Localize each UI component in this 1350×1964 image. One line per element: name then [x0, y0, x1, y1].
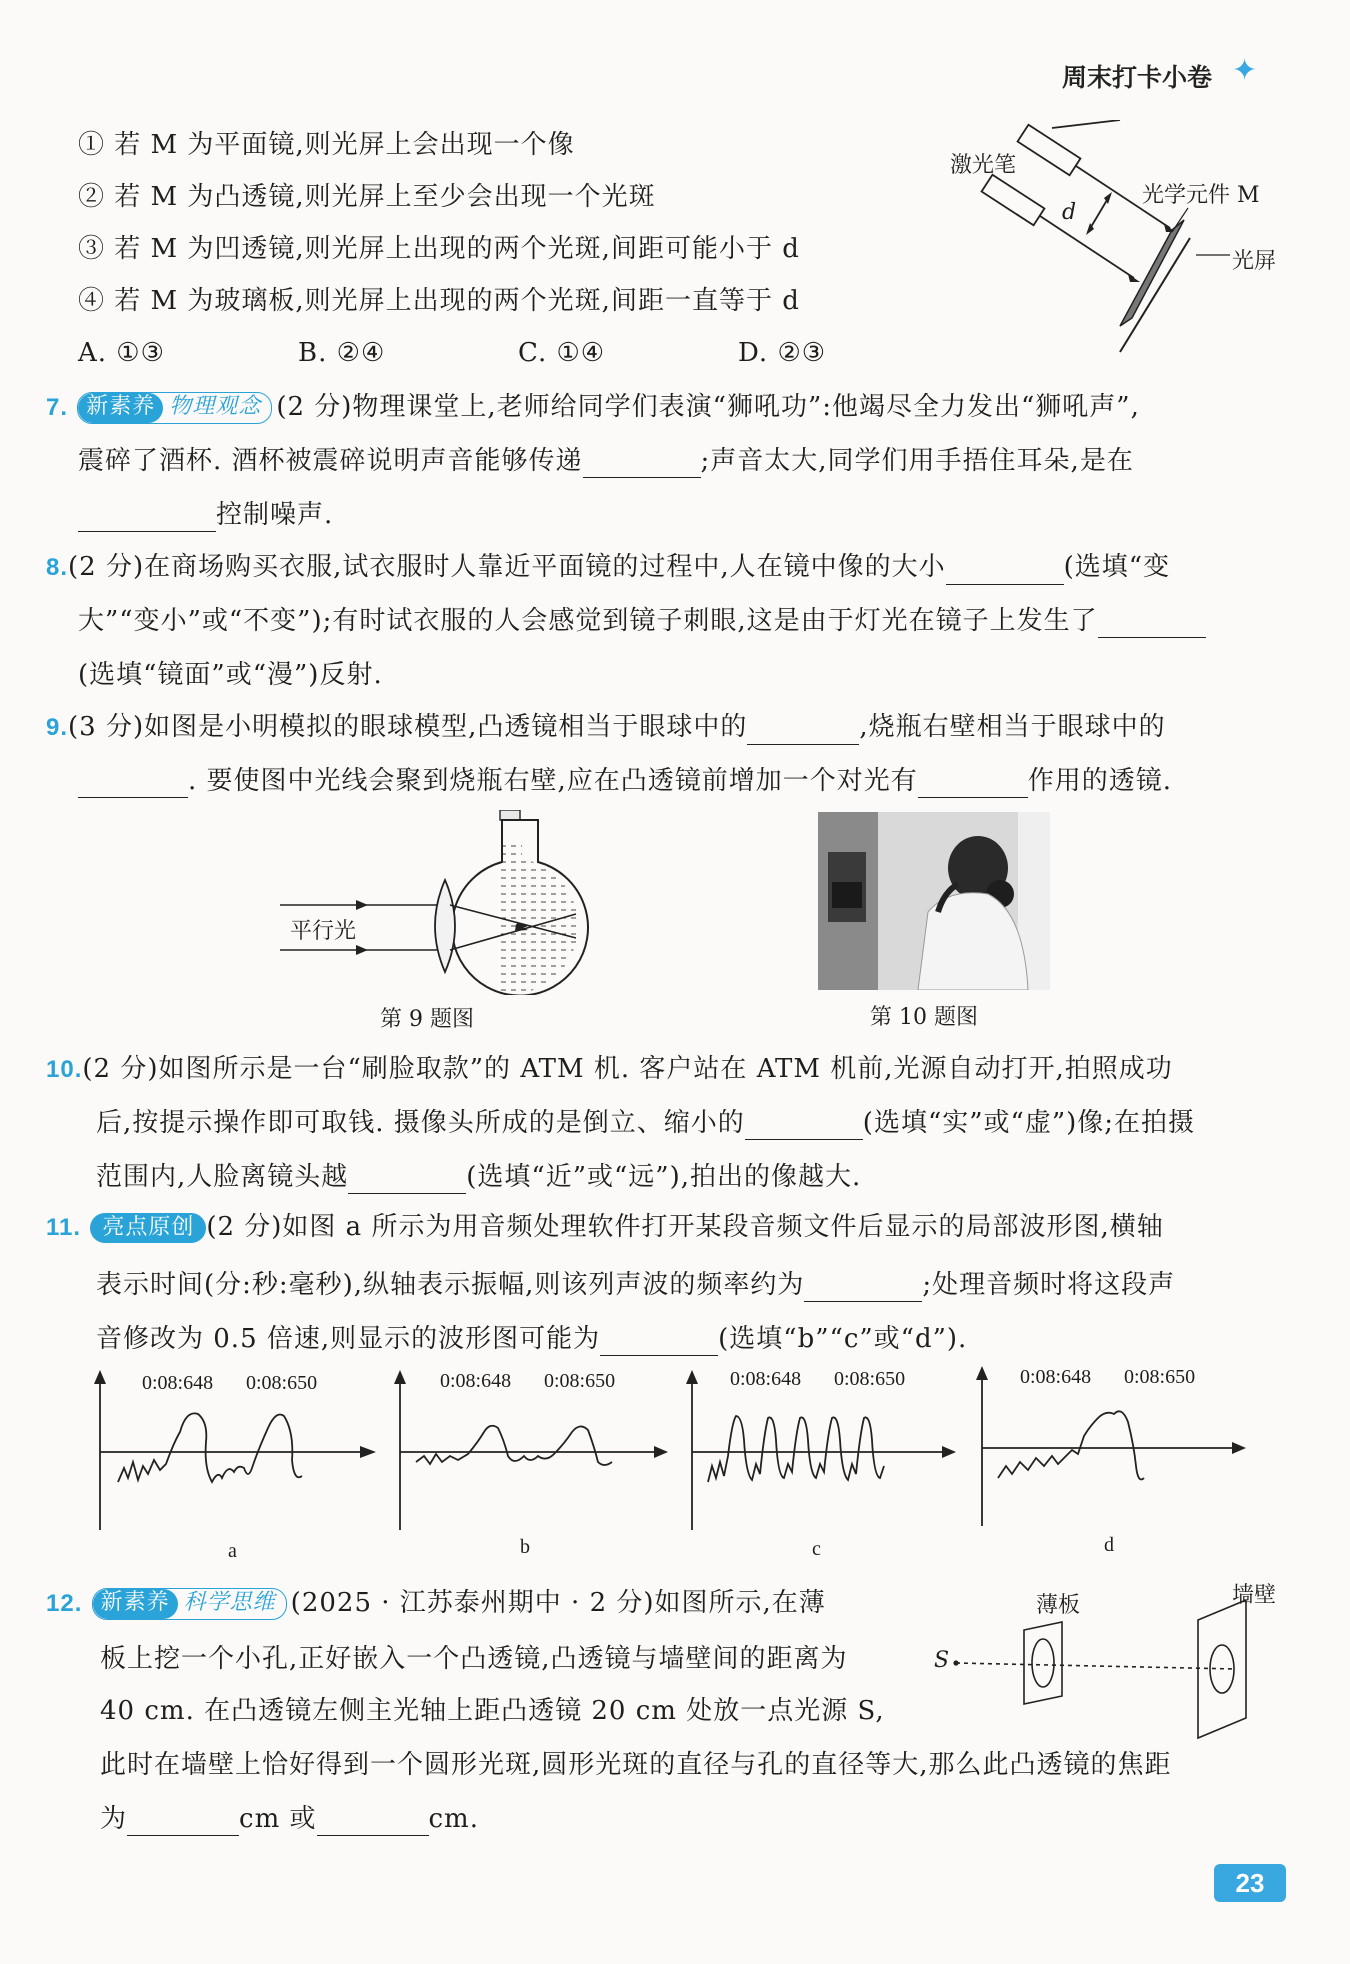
distance-d-label: d: [1062, 200, 1077, 225]
figure-10-caption: 第 10 题图: [870, 1005, 978, 1030]
q6-option-4: ④ 若 M 为玻璃板,则光屏上出现的两个光斑,间距一直等于 d: [78, 286, 800, 316]
answer-blank[interactable]: [348, 1167, 466, 1194]
board-label: 薄板: [1036, 1593, 1081, 1618]
question-7-line-3: 控制噪声.: [78, 498, 333, 532]
wave-c-time-1: 0:08:648: [730, 1368, 802, 1390]
new-literacy-tag: 新素养 科学思维: [92, 1588, 287, 1620]
wall-label: 墙壁: [1232, 1583, 1277, 1608]
choice-c[interactable]: C. ①④: [518, 338, 606, 368]
answer-blank[interactable]: [317, 1809, 429, 1836]
answer-blank[interactable]: [600, 1329, 718, 1356]
question-number: 10.: [46, 1056, 83, 1083]
new-literacy-tag: 新素养 物理观念: [77, 392, 272, 424]
answer-blank[interactable]: [78, 771, 188, 798]
question-10-line-2: 后,按提示操作即可取钱. 摄像头所成的是倒立、缩小的 (选填“实”或“虚”)像;在拍摄: [96, 1108, 1196, 1138]
answer-blank[interactable]: [804, 1275, 922, 1302]
q6-option-2: ② 若 M 为凸透镜,则光屏上至少会出现一个光斑: [78, 182, 656, 212]
question-12-line-1: 12. 新素养 科学思维 (2025 · 江苏泰州期中 · 2 分)如图所示,在薄: [46, 1588, 826, 1618]
answer-blank[interactable]: [78, 505, 216, 532]
question-7-line-2: 震碎了酒杯. 酒杯被震碎说明声音能够传递 ;声音太大,同学们用手捂住耳朵,是在: [78, 446, 1134, 476]
question-8-line-2: 大”“变小”或“不变”);有时试衣服的人会感觉到镜子刺眼,这是由于灯光在镜子上发生了: [78, 604, 1206, 638]
wave-a-time-2: 0:08:650: [246, 1372, 318, 1394]
waveform-d: [958, 1366, 1248, 1536]
header-title: 周末打卡小卷: [1062, 63, 1213, 92]
waveform-c: [668, 1370, 958, 1540]
answer-blank[interactable]: [745, 1113, 863, 1140]
page-number: 23: [1214, 1864, 1286, 1902]
screen-label: 光屏: [1232, 249, 1277, 274]
optical-element-label: 光学元件 M: [1142, 183, 1260, 208]
question-12-line-2: 板上挖一个小孔,正好嵌入一个凸透镜,凸透镜与墙壁间的距离为: [100, 1644, 848, 1674]
question-number: 11.: [46, 1214, 82, 1241]
answer-blank[interactable]: [127, 1809, 239, 1836]
question-number: 8.: [46, 554, 69, 581]
figure-9-caption: 第 9 题图: [380, 1007, 474, 1032]
laser-pen-label: 激光笔: [950, 153, 1017, 178]
original-highlight-tag: 亮点原创: [90, 1213, 206, 1243]
wave-c-time-2: 0:08:650: [834, 1368, 906, 1390]
point-source-s-label: S: [934, 1648, 950, 1673]
wave-b-time-1: 0:08:648: [440, 1370, 512, 1392]
answer-blank[interactable]: [1098, 611, 1206, 638]
question-10-line-1: 10.(2 分)如图所示是一台“刷脸取款”的 ATM 机. 客户站在 ATM 机前,光源自动打开,拍照成功: [46, 1054, 1173, 1084]
question-12-line-5: 为 cm 或 cm.: [100, 1804, 479, 1834]
wave-d-time-1: 0:08:648: [1020, 1366, 1092, 1388]
answer-blank[interactable]: [583, 451, 701, 478]
question-9-line-2: . 要使图中光线会聚到烧瓶右壁,应在凸透镜前增加一个对光有 作用的透镜.: [78, 764, 1172, 798]
question-12-line-3: 40 cm. 在凸透镜左侧主光轴上距凸透镜 20 cm 处放一点光源 S,: [100, 1696, 885, 1726]
parallel-light-label: 平行光: [290, 919, 357, 944]
wave-d-time-2: 0:08:650: [1124, 1366, 1196, 1388]
question-8-line-3: (选填“镜面”或“漫”)反射.: [78, 660, 383, 690]
question-7-line-1: 7. 新素养 物理观念 (2 分)物理课堂上,老师给同学们表演“狮吼功”:他竭尽全力发出“狮吼声”,: [46, 392, 1140, 422]
atm-photo: [818, 812, 1050, 990]
question-8-line-1: 8.(2 分)在商场购买衣服,试衣服时人靠近平面镜的过程中,人在镜中像的大小 (选填“变: [46, 550, 1170, 585]
lens-wall-figure: [936, 1600, 1276, 1740]
waveform-b: [378, 1370, 668, 1540]
answer-blank[interactable]: [946, 558, 1064, 585]
choice-a[interactable]: A. ①③: [78, 338, 165, 368]
question-11-line-3: 音修改为 0.5 倍速,则显示的波形图可能为 (选填“b”“c”或“d”).: [96, 1324, 968, 1354]
wave-label-c: c: [812, 1538, 821, 1560]
question-number: 12.: [46, 1590, 83, 1617]
question-12-line-4: 此时在墙壁上恰好得到一个圆形光斑,圆形光斑的直径与孔的直径等大,那么此凸透镜的焦距: [100, 1750, 1172, 1780]
q6-option-3: ③ 若 M 为凹透镜,则光屏上出现的两个光斑,间距可能小于 d: [78, 234, 800, 264]
wave-label-a: a: [228, 1540, 237, 1562]
question-number: 7.: [46, 394, 69, 421]
answer-blank[interactable]: [918, 771, 1028, 798]
wave-b-time-2: 0:08:650: [544, 1370, 616, 1392]
answer-blank[interactable]: [747, 718, 859, 745]
choice-b[interactable]: B. ②④: [298, 338, 386, 368]
wave-label-b: b: [520, 1536, 530, 1558]
q6-option-1: ① 若 M 为平面镜,则光屏上会出现一个像: [78, 130, 575, 160]
sparkle-icon: ✦: [1232, 53, 1258, 88]
question-10-line-3: 范围内,人脸离镜头越 (选填“近”或“远”),拍出的像越大.: [96, 1162, 862, 1192]
eyeball-model-figure: [270, 810, 610, 995]
waveform-a: [88, 1370, 378, 1540]
wave-a-time-1: 0:08:648: [142, 1372, 214, 1394]
choice-d[interactable]: D. ②③: [738, 338, 827, 368]
question-9-line-1: 9.(3 分)如图是小明模拟的眼球模型,凸透镜相当于眼球中的 ,烧瓶右壁相当于眼球中的: [46, 710, 1166, 745]
question-11-line-1: 11. 亮点原创 (2 分)如图 a 所示为用音频处理软件打开某段音频文件后显示的局部波形图,横轴: [46, 1212, 1164, 1242]
wave-label-d: d: [1104, 1534, 1114, 1556]
question-11-line-2: 表示时间(分:秒:毫秒),纵轴表示振幅,则该列声波的频率约为 ;处理音频时将这段声: [96, 1270, 1176, 1300]
question-number: 9.: [46, 714, 69, 741]
